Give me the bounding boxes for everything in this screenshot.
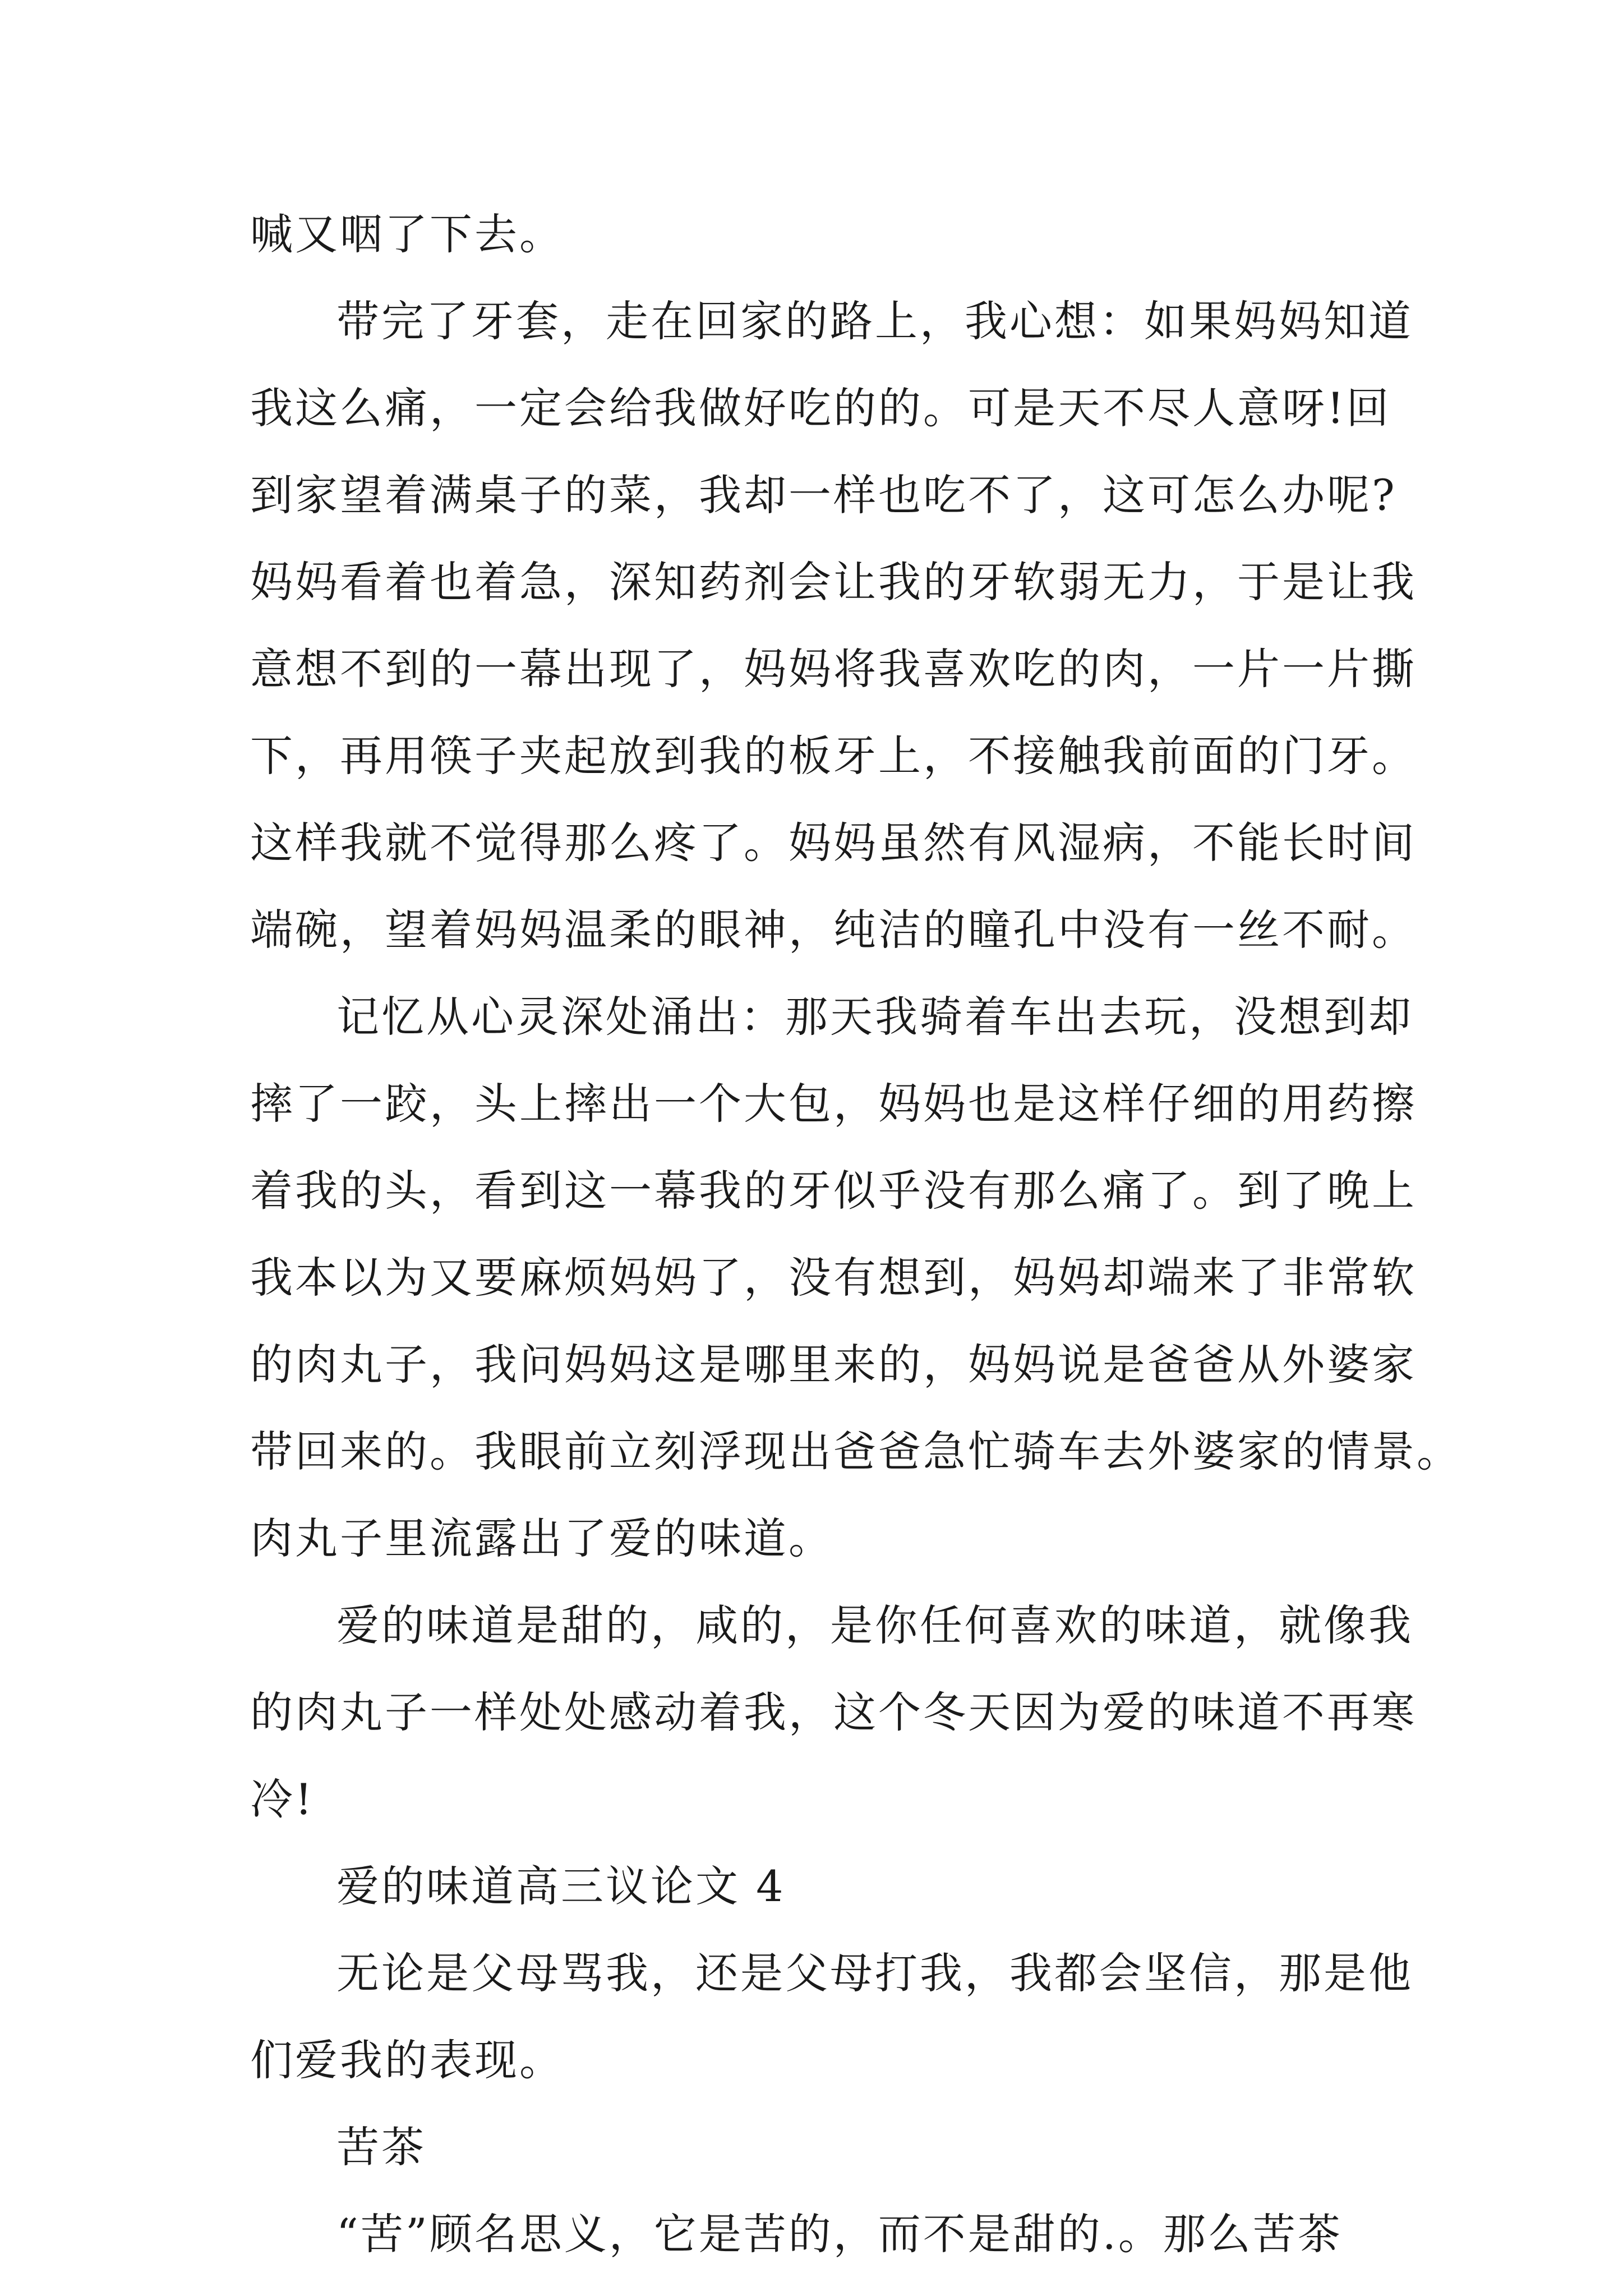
text-line: 摔了一跤，头上摔出一个大包，妈妈也是这样仔细的用药擦 bbox=[250, 1079, 1417, 1129]
text-line: 端碗，望着妈妈温柔的眼神，纯洁的瞳孔中没有一丝不耐。 bbox=[250, 905, 1417, 955]
text-line: 下，再用筷子夹起放到我的板牙上，不接触我前面的门牙。 bbox=[250, 731, 1417, 781]
text-line: 我这么痛，一定会给我做好吃的的。可是天不尽人意呀!回 bbox=[250, 383, 1391, 433]
text-line: 带回来的。我眼前立刻浮现出爸爸急忙骑车去外婆家的情景。 bbox=[250, 1427, 1461, 1476]
section-heading: 爱的味道高三议论文 4 bbox=[336, 1861, 786, 1911]
text-line: 记忆从心灵深处涌出：那天我骑着车出去玩，没想到却 bbox=[336, 992, 1413, 1042]
text-line: 的肉丸子一样处处感动着我，这个冬天因为爱的味道不再寒 bbox=[250, 1687, 1417, 1737]
text-line: 的肉丸子，我问妈妈这是哪里来的，妈妈说是爸爸从外婆家 bbox=[250, 1340, 1417, 1389]
text-line: 妈妈看着也着急，深知药剂会让我的牙软弱无力，于是让我 bbox=[250, 557, 1417, 607]
text-line: 爱的味道是甜的，咸的，是你任何喜欢的味道，就像我 bbox=[336, 1600, 1413, 1650]
text-line: 们爱我的表现。 bbox=[250, 2035, 564, 2085]
text-line: 着我的头，看到这一幕我的牙似乎没有那么痛了。到了晚上 bbox=[250, 1166, 1417, 1216]
text-line: 这样我就不觉得那么疼了。妈妈虽然有风湿病，不能长时间 bbox=[250, 818, 1417, 868]
subheading: 苦茶 bbox=[336, 2122, 426, 2172]
text-line: 喊又咽了下去。 bbox=[250, 209, 564, 259]
text-line: “苦”顾名思义，它是苦的，而不是甜的.。那么苦茶 bbox=[336, 2209, 1343, 2259]
text-line: 带完了牙套，走在回家的路上，我心想：如果妈妈知道 bbox=[336, 296, 1413, 346]
text-line: 冷! bbox=[250, 1774, 315, 1824]
text-line: 到家望着满桌子的菜，我却一样也吃不了，这可怎么办呢? bbox=[250, 470, 1397, 520]
text-line: 肉丸子里流露出了爱的味道。 bbox=[250, 1513, 833, 1563]
text-line: 我本以为又要麻烦妈妈了，没有想到，妈妈却端来了非常软 bbox=[250, 1253, 1417, 1303]
text-line: 意想不到的一幕出现了，妈妈将我喜欢吃的肉，一片一片撕 bbox=[250, 644, 1417, 694]
text-line: 无论是父母骂我，还是父母打我，我都会坚信，那是他 bbox=[336, 1948, 1413, 1998]
